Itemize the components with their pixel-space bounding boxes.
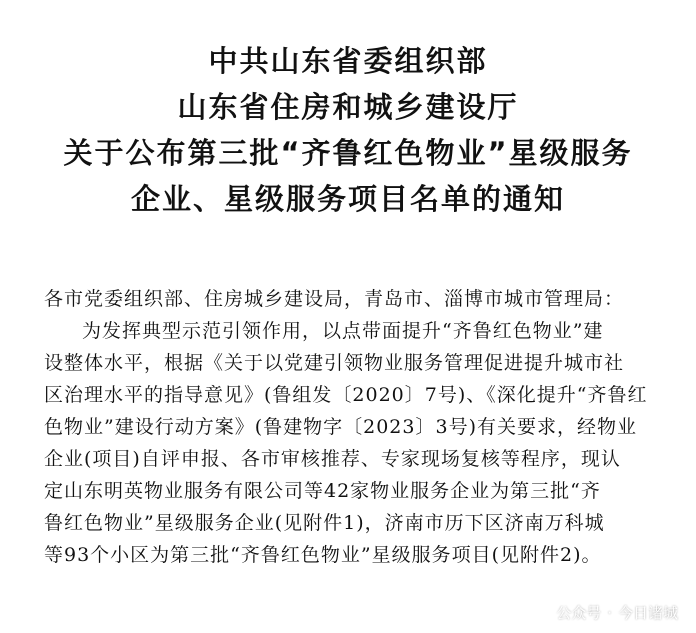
paragraph-line: 鲁红色物业”星级服务企业(见附件1)，济南市历下区济南万科城 [44, 512, 605, 534]
paragraph-line: 区治理水平的指导意见》(鲁组发〔2020〕7号)、《深化提升“齐鲁红 [44, 384, 648, 406]
watermark-source: 公众号 [556, 604, 602, 622]
document-body [44, 283, 660, 571]
watermark-separator: · [607, 603, 612, 622]
paragraph-line: 为发挥典型示范引领作用，以点带面提升“齐鲁红色物业”建 [82, 320, 604, 342]
paragraph-line: 企业(项目)自评申报、各市审核推荐、专家现场复核等程序，现认 [44, 448, 621, 470]
salutation: 各市党委组织部、住房城乡建设局，青岛市、淄博市城市管理局： [44, 288, 625, 310]
paragraph-line: 等93个小区为第三批“齐鲁红色物业”星级服务项目(见附件2)。 [44, 544, 602, 566]
paragraph-line: 设整体水平，根据《关于以党建引领物业服务管理促进提升城市社 [44, 352, 625, 374]
paragraph-line: 色物业”建设行动方案》(鲁建物字〔2023〕3号)有关要求，经物业 [44, 416, 637, 438]
title-line-issuer-1: 中共山东省委组织部 [208, 44, 488, 78]
document-title [0, 38, 696, 222]
watermark-account: 今日诸城 [617, 604, 678, 622]
watermark [532, 602, 678, 623]
paragraph-line: 定山东明英物业服务有限公司等42家物业服务企业为第三批“齐 [44, 480, 601, 502]
title-line-subject-1: 关于公布第三批“齐鲁红色物业”星级服务 [63, 136, 633, 170]
title-line-issuer-2: 山东省住房和城乡建设厅 [177, 90, 519, 124]
wechat-channel-icon [532, 604, 550, 622]
title-line-subject-2: 企业、星级服务项目名单的通知 [130, 182, 565, 216]
